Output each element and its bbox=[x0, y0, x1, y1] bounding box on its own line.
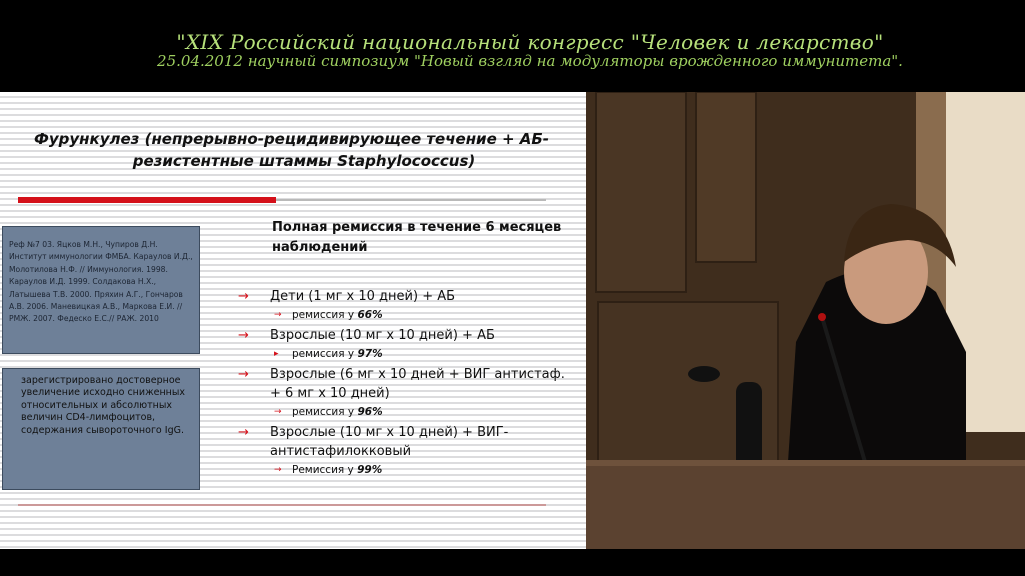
item-label: Взрослые (10 мг х 10 дней) + АБ bbox=[270, 328, 495, 343]
sub-prefix: Ремиссия у bbox=[292, 464, 354, 476]
banner-title: "XIX Российский национальный конгресс "Человек и лекарство" bbox=[176, 30, 884, 54]
arrow-right-icon: → bbox=[238, 289, 249, 304]
sub-prefix: ремиссия у bbox=[292, 406, 355, 418]
bottom-divider bbox=[18, 504, 546, 506]
red-divider bbox=[18, 197, 276, 203]
arrow-right-icon: → bbox=[238, 425, 249, 440]
bullet-icon: ▸ bbox=[274, 349, 279, 359]
presentation-slide bbox=[0, 92, 586, 549]
list-item bbox=[238, 287, 578, 306]
slide-title-line1: Фурункулез (непрерывно-рецидивирующее течение + АБ- bbox=[34, 130, 550, 148]
arrow-right-icon: → bbox=[274, 465, 282, 475]
sub-value: 99% bbox=[357, 464, 383, 476]
sub-item bbox=[238, 403, 578, 421]
speaker-scene bbox=[586, 92, 1025, 549]
list-item bbox=[238, 326, 578, 345]
sub-value: 66% bbox=[357, 309, 383, 321]
item-label: Взрослые (6 мг х 10 дней + ВИГ антистаф. + 6 мг х 10 дней) bbox=[270, 367, 565, 401]
registered-box: зарегистрировано достоверное увеличение исходно сниженных относительных и абсолютных величин CD4-лимфоцитов, содержания сывороточного IgG. bbox=[2, 368, 200, 490]
arrow-right-icon: → bbox=[238, 328, 249, 343]
list-item bbox=[238, 423, 578, 461]
list-item bbox=[238, 365, 578, 403]
arrow-right-icon: → bbox=[238, 367, 249, 382]
sub-item bbox=[238, 306, 578, 324]
sub-prefix: ремиссия у bbox=[292, 348, 355, 360]
results-list bbox=[238, 287, 578, 481]
item-label: Взрослые (10 мг х 10 дней) + ВИГ-антистафилокковый bbox=[270, 425, 509, 459]
sub-item bbox=[238, 345, 578, 363]
main-heading: Полная ремиссия в течение 6 месяцев наблюдений bbox=[272, 220, 562, 255]
slide-title-line2: резистентные штаммы Staphylococcus) bbox=[132, 152, 476, 170]
arrow-right-icon: → bbox=[274, 310, 282, 320]
arrow-right-icon: → bbox=[274, 407, 282, 417]
gray-divider bbox=[276, 199, 546, 201]
speaker-video-frame bbox=[586, 92, 1025, 549]
sub-value: 96% bbox=[357, 406, 383, 418]
letterbox-bottom bbox=[0, 549, 1025, 576]
video-banner bbox=[0, 0, 1025, 92]
sub-prefix: ремиссия у bbox=[292, 309, 355, 321]
banner-subtitle: 25.04.2012 научный симпозиум "Новый взгляд на модуляторы врожденного иммунитета". bbox=[157, 52, 903, 70]
references-box: Реф №7 03. Яцков М.Н., Чупиров Д.Н. Институт иммунологии ФМБА. Караулов И.Д., Молотилова Н.Ф. // Иммунология. 1998. Караулов И.Д. 1999. Солдакова Н.Х., Латышева Т.В. 2000. Пряхин А.Г., Гончаров А.В. 2006. Маневицкая А.В., Маркова Е.И. // РМЖ. 2007. Федеско Е.С.// РАЖ. 2010 bbox=[2, 226, 200, 354]
item-label: Дети (1 мг х 10 дней) + АБ bbox=[270, 289, 456, 304]
slide-title bbox=[34, 128, 574, 172]
sub-value: 97% bbox=[357, 348, 383, 360]
sub-item bbox=[238, 461, 578, 479]
